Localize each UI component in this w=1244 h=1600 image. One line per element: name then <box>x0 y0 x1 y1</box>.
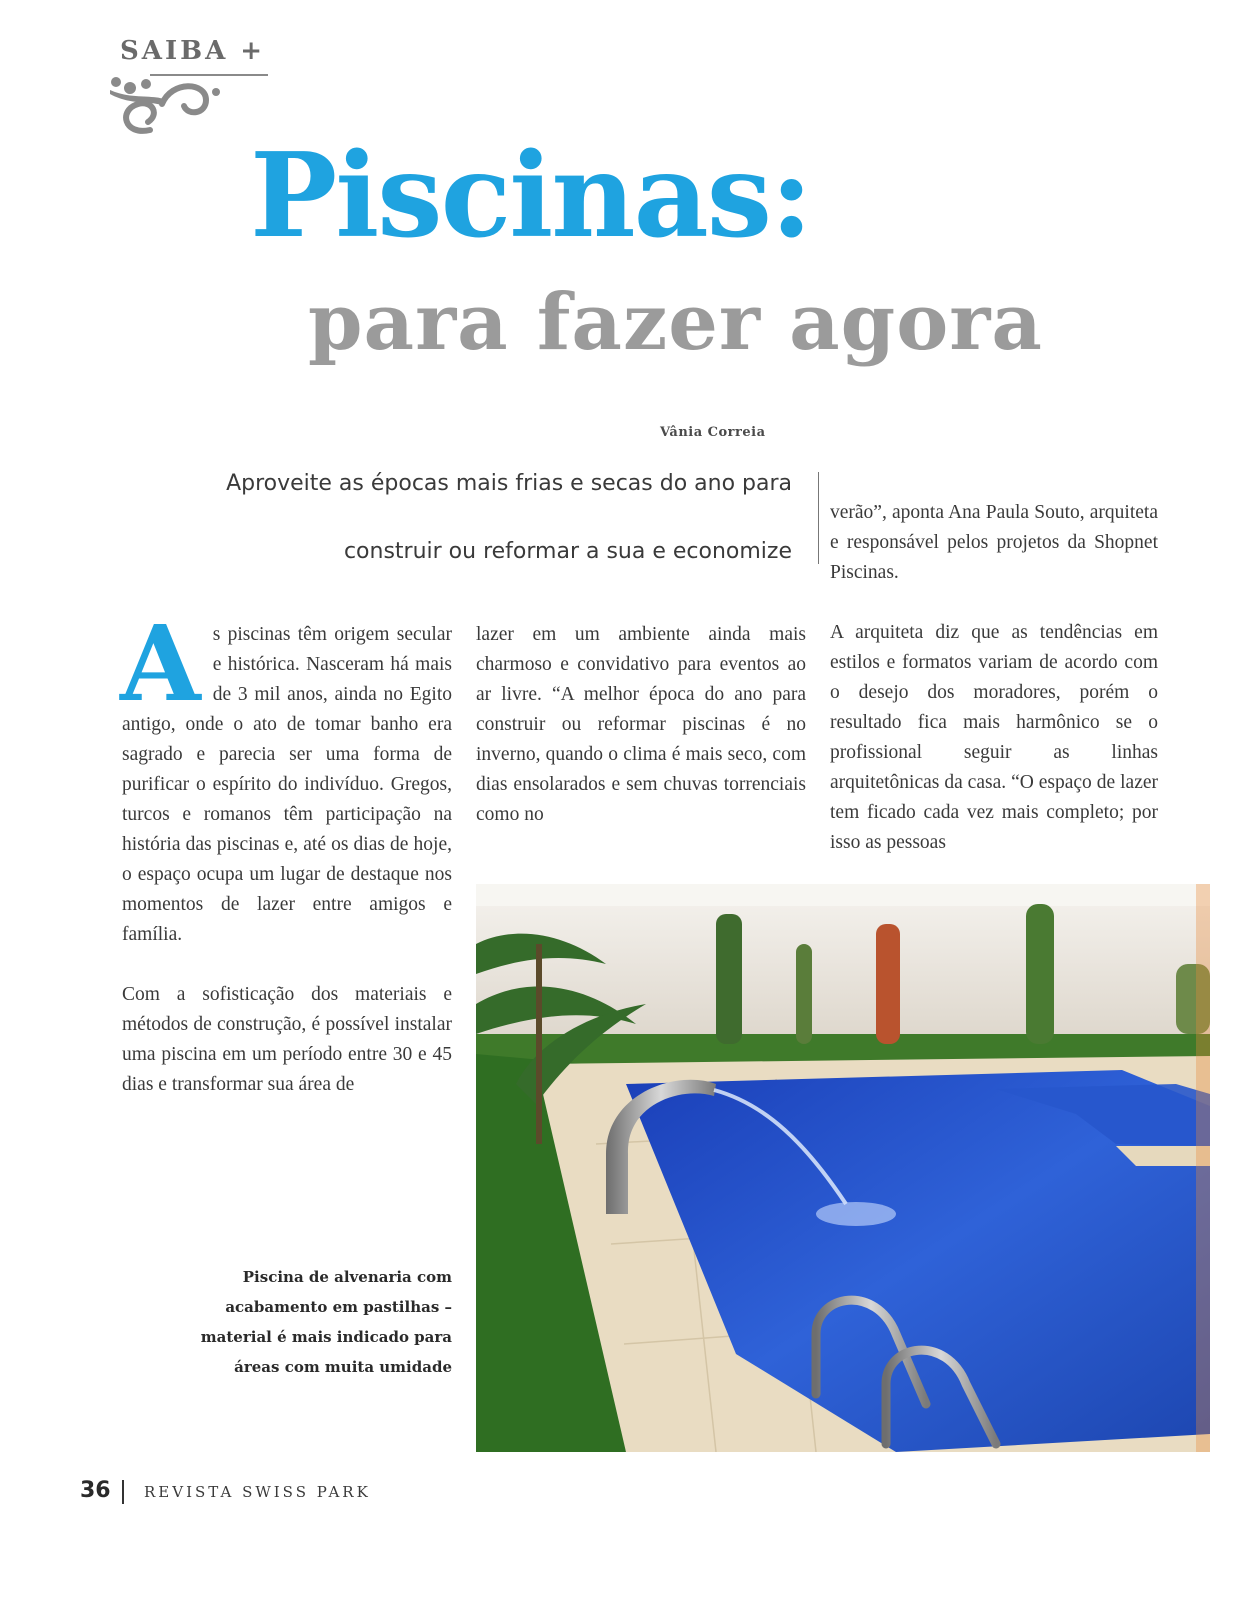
water-splash <box>816 1202 896 1226</box>
footer-separator <box>122 1480 124 1504</box>
byline: Vânia Correia <box>660 425 766 440</box>
paragraph-text: s piscinas têm origem secular e histórica. Nasceram há mais de 3 mil anos, ainda no Egito antigo, onde o ato de tomar banho era sagrado e parecia ser uma forma de purificar o espírito do indivíduo. Gregos, turcos e romanos têm participação na história das piscinas e, até os dias de hoje, o espaço ocupa um lugar de destaque nos momentos de lazer entre amigos e família. <box>122 624 452 945</box>
subheadline: para fazer agora <box>308 277 1043 368</box>
drop-cap: A <box>120 602 201 725</box>
body-column-1 <box>122 590 452 1130</box>
lead-divider <box>818 472 819 564</box>
magazine-name: REVISTA SWISS PARK <box>144 1483 371 1501</box>
body-paragraph: A arquiteta diz que as tendências em estilos e formatos variam de acordo com o desejo dos moradores, porém o resultado fica mais harmônico se o profissional seguir as linhas arquitetônicas da casa. “O espaço de lazer tem ficado cada vez mais completo; por isso as pessoas <box>830 622 1158 853</box>
body-paragraph: lazer em um ambiente ainda mais charmoso e convidativo para eventos ao ar livre. “A melhor época do ano para construir ou reformar piscinas é no inverno, quando o clima é mais seco, com dias ensolarados e sem chuvas torrenciais como no <box>476 624 806 825</box>
lead-text <box>100 468 792 604</box>
body-paragraph: verão”, aponta Ana Paula Souto, arquiteta e responsável pelos projetos da Shopnet Piscinas. <box>830 502 1158 583</box>
ornament-flourish-icon <box>102 70 232 150</box>
lead-line: construir ou reformar a sua e economize <box>343 539 792 564</box>
page-edge <box>1196 884 1210 1452</box>
wall-cap <box>476 884 1210 906</box>
pool-photo <box>476 884 1210 1452</box>
page-number: 36 <box>80 1478 111 1503</box>
photo-caption: Piscina de alvenaria com acabamento em pastilhas – material é mais indicado para áreas com muita umidade <box>200 1268 452 1376</box>
body-paragraph <box>120 602 452 950</box>
lead-line: Aproveite as épocas mais frias e secas do ano para <box>226 471 792 496</box>
headline: Piscinas: <box>250 128 811 264</box>
body-paragraph: Com a sofisticação dos materiais e métodos de construção, é possível instalar uma piscina em um período entre 30 e 45 dias e transformar sua área de <box>122 984 452 1095</box>
section-tag: SAIBA + <box>120 36 266 66</box>
body-column-3 <box>830 468 1158 888</box>
body-column-2 <box>476 590 806 860</box>
